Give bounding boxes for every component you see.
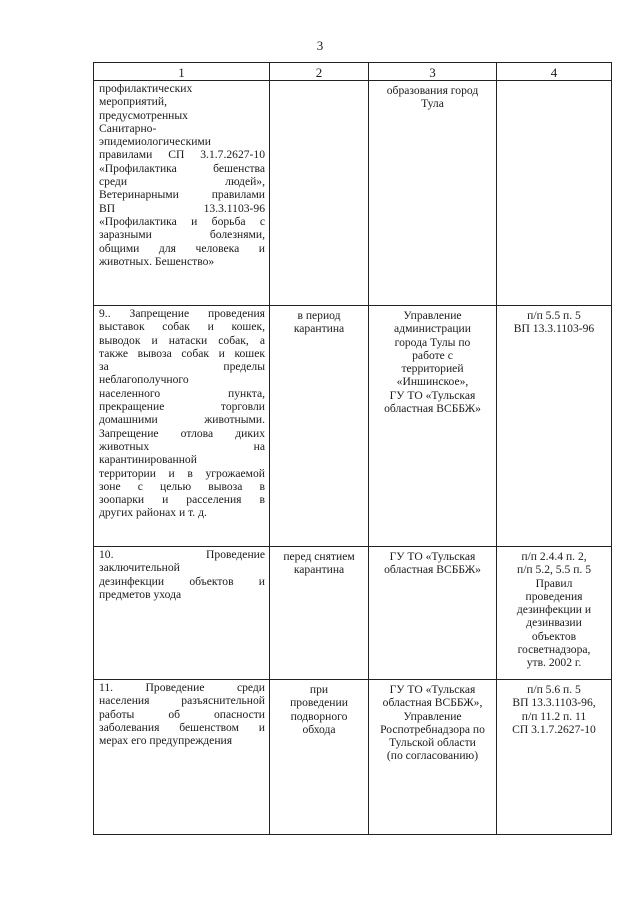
period-cell xyxy=(270,680,369,835)
basis-cell xyxy=(497,680,612,835)
column-header-1: 1 xyxy=(94,63,270,81)
cell-text-line: эпидемиологическими xyxy=(99,135,211,149)
cell-text-line: объектов xyxy=(531,629,577,643)
cell-text-line: 10. Проведение xyxy=(99,548,265,561)
measure-cell xyxy=(94,306,270,547)
cell-text-line: ГУ ТО «Тульская xyxy=(389,683,476,696)
cell-text-line: дезинфекции объектов и xyxy=(99,574,265,588)
cell-text-line: в период xyxy=(297,309,341,322)
cell-text-line: зоопарки и расселения в xyxy=(99,493,265,507)
page-number: 3 xyxy=(316,38,324,53)
cell-text-line: 9.. Запрещение проведения xyxy=(99,307,265,320)
cell-text-line: предусмотренных xyxy=(99,108,188,122)
cell-text-line: образования город xyxy=(386,84,479,97)
cell-text-line: п/п 5.6 п. 5 xyxy=(527,683,581,696)
cell-text-line: животных. Бешенство» xyxy=(99,254,215,268)
cell-text-line: «Иншинское», xyxy=(396,375,469,389)
cell-text-line: Правил xyxy=(535,576,573,590)
cell-text-line: населенного пункта, xyxy=(99,386,265,400)
cell-text-line: территории и в угрожаемой xyxy=(99,466,265,480)
cell-text-line: перед снятием xyxy=(283,550,355,563)
cell-text-line: территорией xyxy=(401,362,464,376)
cell-text-line: (по согласованию) xyxy=(386,749,479,763)
period-cell xyxy=(270,81,369,306)
basis-cell xyxy=(497,81,612,306)
cell-text-line: Тульской области xyxy=(389,736,476,750)
cell-text-line: заключительной xyxy=(99,561,180,575)
cell-text-line: ВП 13.3.1103-96 xyxy=(513,322,595,336)
cell-text-line: госветнадзора, xyxy=(517,643,591,657)
column-header-2: 2 xyxy=(270,63,369,81)
cell-text-line: неблагополучного xyxy=(99,373,189,387)
cell-text-line: областная ВСББЖ» xyxy=(384,402,481,416)
table-body xyxy=(94,81,612,835)
cell-text-line: профилактических xyxy=(99,82,193,95)
table-row xyxy=(94,547,612,680)
cell-text-line: заболевания бешенством и xyxy=(99,720,265,734)
column-header-3: 3 xyxy=(369,63,497,81)
table-header-row xyxy=(94,63,612,81)
cell-text-line: Запрещение отлова диких xyxy=(99,426,265,440)
cell-text-line: «Профилактика и борьба с xyxy=(99,214,265,228)
cell-text-line: предметов ухода xyxy=(99,587,182,601)
cell-text-line: п/п 11.2 п. 11 xyxy=(521,709,587,723)
cell-text-line: п/п 2.4.4 п. 2, xyxy=(521,550,587,563)
basis-cell xyxy=(497,547,612,680)
period-cell xyxy=(270,306,369,547)
cell-text-line: «Профилактика бешенства xyxy=(99,161,265,175)
table-row xyxy=(94,306,612,547)
cell-text-line: карантина xyxy=(293,563,345,577)
cell-text-line: Роспотребнадзора по xyxy=(380,722,485,736)
cell-text-line: Тула xyxy=(421,97,444,111)
cell-text-line: работы об опасности xyxy=(99,707,265,721)
cell-text-line: проведении xyxy=(290,696,348,710)
cell-text-line: домашними животными. xyxy=(99,413,265,427)
table-row xyxy=(94,680,612,835)
basis-cell xyxy=(497,306,612,547)
cell-text-line: среди людей», xyxy=(99,175,265,189)
cell-text-line: других районах и т. д. xyxy=(99,506,207,520)
cell-text-line: населения разъяснительной xyxy=(99,694,265,708)
cell-text-line: правилами СП 3.1.7.2627-10 xyxy=(99,148,265,162)
period-cell xyxy=(270,547,369,680)
cell-text-line: администрации xyxy=(394,322,471,336)
cell-text-line: мероприятий, xyxy=(99,95,167,109)
cell-text-line: карантинированной xyxy=(99,453,197,467)
cell-text-line: проведения xyxy=(525,589,583,603)
cell-text-line: животных на xyxy=(99,439,265,453)
cell-text-line: областная ВСББЖ» xyxy=(384,563,481,577)
cell-text-line: также вывоза собак и кошек xyxy=(99,346,265,360)
cell-text-line: города Тулы по xyxy=(394,335,471,349)
cell-text-line: зоне с целью вывоза в xyxy=(99,479,265,493)
cell-text-line: выставок собак и кошек, xyxy=(99,320,265,334)
measure-cell xyxy=(94,547,270,680)
cell-text-line: ГУ ТО «Тульская xyxy=(389,550,476,563)
cell-text-line: ГУ ТО «Тульская xyxy=(389,388,476,402)
responsible-cell xyxy=(369,306,497,547)
cell-text-line: дезинфекции и xyxy=(516,603,592,617)
cell-text-line: п/п 5.2, 5.5 п. 5 xyxy=(516,563,591,577)
cell-text-line: общими для человека и xyxy=(99,241,265,255)
cell-text-line: областная ВСББЖ», xyxy=(382,696,483,710)
cell-text-line: карантина xyxy=(293,322,345,336)
cell-text-line: прекращение торговли xyxy=(99,400,265,414)
cell-text-line: при xyxy=(309,683,329,696)
cell-text-line: выводок и натаски собак, а xyxy=(99,333,265,347)
responsible-cell xyxy=(369,547,497,680)
cell-text-line: мерах его предупреждения xyxy=(99,734,233,748)
cell-text-line: СП 3.1.7.2627-10 xyxy=(512,722,596,736)
column-header-4: 4 xyxy=(497,63,612,81)
cell-text-line: ВП 13.3.1103-96, xyxy=(512,696,596,710)
cell-text-line: Ветеринарными правилами xyxy=(99,188,265,202)
measure-cell xyxy=(94,680,270,835)
cell-text-line: за пределы xyxy=(99,360,265,374)
cell-text-line: заразными болезнями, xyxy=(99,228,265,242)
cell-text-line: утв. 2002 г. xyxy=(526,656,582,670)
cell-text-line: подворного xyxy=(290,709,348,723)
cell-text-line: дезинвазии xyxy=(526,616,582,630)
cell-text-line: п/п 5.5 п. 5 xyxy=(527,309,581,322)
cell-text-line: ВП 13.3.1103-96 xyxy=(99,201,265,215)
measure-cell xyxy=(94,81,270,306)
cell-text-line: Управление xyxy=(403,309,462,322)
measures-table xyxy=(93,62,612,835)
cell-text-line: Санитарно- xyxy=(99,121,157,135)
responsible-cell xyxy=(369,81,497,306)
cell-text-line: работе с xyxy=(412,348,453,362)
cell-text-line: 11. Проведение среди xyxy=(99,681,265,694)
cell-text-line: Управление xyxy=(403,709,462,723)
cell-text-line: обхода xyxy=(302,722,336,736)
table-row xyxy=(94,81,612,306)
responsible-cell xyxy=(369,680,497,835)
